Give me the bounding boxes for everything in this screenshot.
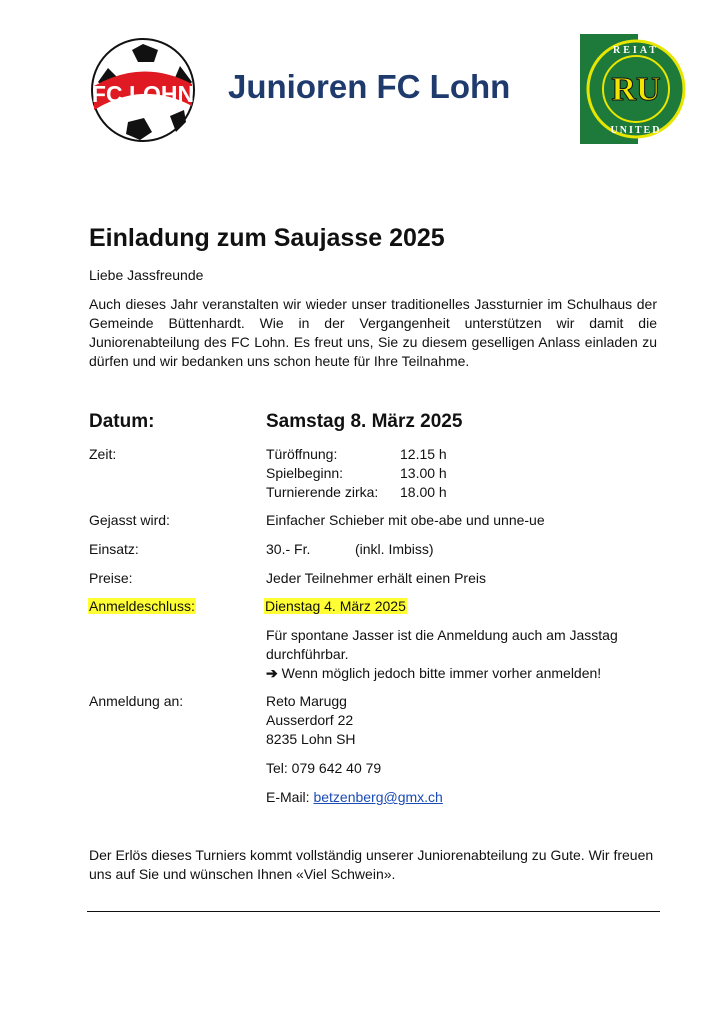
document-title: Einladung zum Saujasse 2025 (89, 224, 445, 252)
time-label-2: Spielbeginn: (266, 465, 344, 481)
ru-bottom-text: UNITED (610, 125, 662, 136)
reiat-united-logo (580, 34, 686, 144)
zeit-label: Zeit: (89, 446, 117, 462)
contact-name: Reto Marugg (266, 693, 347, 709)
time-value-3: 18.00 h (400, 484, 447, 500)
email-link[interactable]: betzenberg@gmx.ch (313, 789, 443, 805)
email-label: E-Mail: (266, 789, 310, 805)
contact-street: Ausserdorf 22 (266, 712, 354, 728)
anmeldeschluss-value: Dienstag 4. März 2025 (265, 598, 406, 614)
bottom-rule (87, 911, 660, 912)
footer-paragraph: Der Erlös dieses Turniers kommt vollständig unserer Juniorenabteilung zu Gute. Wir freuen uns auf Sie und wünschen Ihnen «Viel Schwein». (89, 847, 654, 882)
datum-label: Datum: (89, 411, 155, 432)
gejasst-value: Einfacher Schieber mit obe-abe und unne-ue (266, 512, 545, 528)
intro-paragraph: Auch dieses Jahr veranstalten wir wieder unser traditionelles Jassturnier im Schulhaus der Gemeinde Büttenhardt. Wie in der Vergangenheit unterstützen wir damit die Juniorenabteilung des FC Lohn. Es freut uns, Sie zu diesem geselligen Anlass einladen zu dürfen und wir bedanken uns schon heute für Ihre Teilnahme. (89, 296, 657, 369)
time-value-1: 12.15 h (400, 446, 447, 462)
arrow-note: Wenn möglich jedoch bitte immer vorher anmelden! (281, 665, 602, 681)
fc-lohn-logo (88, 36, 198, 144)
fc-logo-text: FC LOHN (91, 81, 195, 107)
time-label-1: Türöffnung: (266, 446, 338, 462)
spontan-line-2: durchführbar. (266, 646, 349, 662)
greeting: Liebe Jassfreunde (89, 267, 204, 283)
club-title: Junioren FC Lohn (228, 68, 511, 105)
preise-value: Jeder Teilnehmer erhält einen Preis (266, 570, 486, 586)
einsatz-value: 30.- Fr. (266, 541, 311, 557)
gejasst-label: Gejasst wird: (89, 512, 170, 528)
arrow-right-icon: ➔ (266, 665, 278, 681)
einsatz-note: (inkl. Imbiss) (355, 541, 434, 557)
einsatz-label: Einsatz: (89, 541, 139, 557)
preise-label: Preise: (89, 570, 133, 586)
ru-initials: RU (611, 71, 661, 108)
anmeldung-label: Anmeldung an: (89, 693, 184, 709)
anmeldeschluss-label: Anmeldeschluss: (89, 598, 195, 614)
time-value-2: 13.00 h (400, 465, 447, 481)
datum-value: Samstag 8. März 2025 (266, 411, 463, 432)
spontan-line-1: Für spontane Jasser ist die Anmeldung auch am Jasstag (266, 627, 618, 643)
ru-top-text: REIAT (613, 45, 659, 56)
time-label-3: Turnierende zirka: (266, 484, 379, 500)
contact-city: 8235 Lohn SH (266, 731, 356, 747)
contact-tel: Tel: 079 642 40 79 (266, 760, 382, 776)
